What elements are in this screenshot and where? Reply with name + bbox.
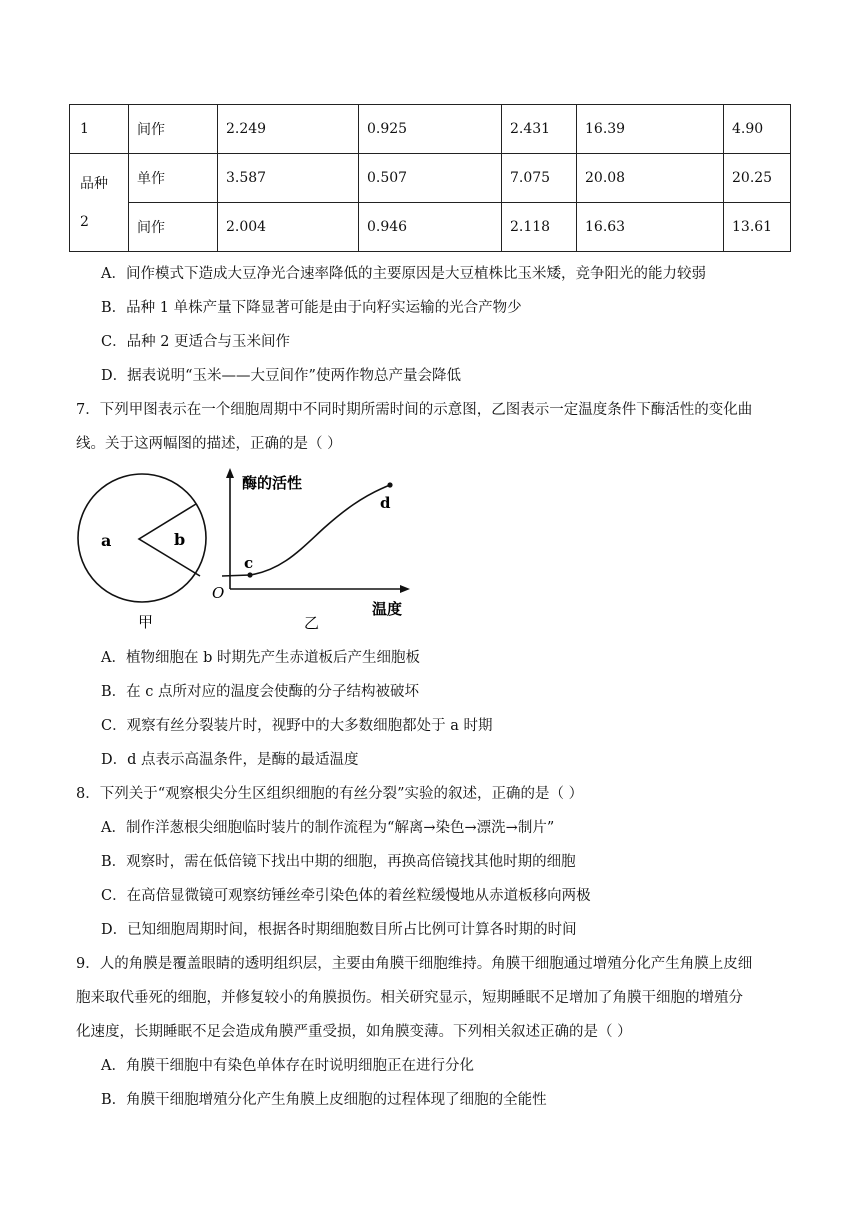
table-cell: 2.249: [218, 105, 359, 154]
q8-stem: 8．下列关于“观察根尖分生区组织细胞的有丝分裂”实验的叙述，正确的是（ ）: [76, 786, 584, 802]
table-cell: 7.075: [502, 154, 577, 203]
table-cell-mode: 间作: [129, 105, 218, 154]
label-b: b: [174, 530, 186, 549]
q6-option-a: A．间作模式下造成大豆净光合速率降低的主要原因是大豆植株比玉米矮，竞争阳光的能力较弱: [101, 266, 706, 282]
q7-figure: [72, 466, 432, 636]
label-a: a: [101, 531, 112, 550]
table-cell-variety: [70, 154, 129, 252]
table-row: [70, 105, 791, 154]
variety-label-line: 品种: [80, 175, 108, 192]
table-cell: 13.61: [724, 203, 791, 252]
q9-option-a: A．角膜干细胞中有染色单体存在时说明细胞正在进行分化: [101, 1058, 474, 1074]
y-axis-label: 酶的活性: [242, 474, 303, 492]
q7-stem: 7．下列甲图表示在一个细胞周期中不同时期所需时间的示意图，乙图表示一定温度条件下酶活性的变化曲: [76, 402, 753, 418]
table-cell: 0.946: [359, 203, 502, 252]
origin-label: O: [212, 584, 225, 602]
q7-figure-svg: [72, 466, 432, 636]
q9-option-b: B．角膜干细胞增殖分化产生角膜上皮细胞的过程体现了细胞的全能性: [101, 1092, 547, 1108]
table-cell: 2.431: [502, 105, 577, 154]
q7-option-a: A．植物细胞在 b 时期先产生赤道板后产生细胞板: [101, 650, 420, 666]
q7-option-c: C．观察有丝分裂装片时，视野中的大多数细胞都处于 a 时期: [101, 718, 493, 734]
table-cell: 16.39: [577, 105, 724, 154]
table-cell: 2.118: [502, 203, 577, 252]
q8-option-c: C．在高倍显微镜可观察纺锤丝牵引染色体的着丝粒缓慢地从赤道板移向两极: [101, 888, 591, 904]
table-cell: 0.925: [359, 105, 502, 154]
label-c: c: [244, 554, 254, 572]
label-d: d: [380, 494, 391, 512]
caption-jia: 甲: [138, 613, 154, 631]
phase-b-sector: [139, 504, 200, 576]
table-cell: 2.004: [218, 203, 359, 252]
yield-table: [69, 104, 791, 252]
q7-option-b: B．在 c 点所对应的温度会使酶的分子结构被破坏: [101, 684, 419, 700]
table-cell: 16.63: [577, 203, 724, 252]
table-cell: 0.507: [359, 154, 502, 203]
table-cell-mode: 间作: [129, 203, 218, 252]
table-cell: 3.587: [218, 154, 359, 203]
table-cell-variety: 1: [70, 105, 129, 154]
table-row: [70, 154, 791, 203]
y-axis-arrow: [226, 468, 234, 478]
table-cell: 20.25: [724, 154, 791, 203]
point-d: [387, 482, 392, 487]
q6-option-b: B．品种 1 单株产量下降显著可能是由于向籽实运输的光合产物少: [101, 300, 522, 316]
q7-stem-cont: 线。关于这两幅图的描述，正确的是（ ）: [76, 436, 342, 452]
q6-option-c: C．品种 2 更适合与玉米间作: [101, 334, 291, 350]
q9-stem: 9．人的角膜是覆盖眼睛的透明组织层，主要由角膜干细胞维持。角膜干细胞通过增殖分化产生角膜上皮细: [76, 956, 753, 972]
q8-option-d: D．已知细胞周期时间，根据各时期细胞数目所占比例可计算各时期的时间: [101, 922, 577, 938]
variety-label-line: 2: [80, 213, 89, 230]
q6-option-d: D．据表说明“玉米——大豆间作”使两作物总产量会降低: [101, 368, 461, 384]
q8-option-a: A．制作洋葱根尖细胞临时装片的制作流程为“解离→染色→漂洗→制片”: [101, 820, 555, 836]
x-axis-label: 温度: [372, 600, 403, 618]
table-cell-mode: 单作: [129, 154, 218, 203]
caption-yi: 乙: [304, 614, 320, 632]
q9-stem-cont: 化速度，长期睡眠不足会造成角膜严重受损，如角膜变薄。下列相关叙述正确的是（ ）: [76, 1024, 632, 1040]
table-cell: 20.08: [577, 154, 724, 203]
q8-option-b: B．观察时，需在低倍镜下找出中期的细胞，再换高倍镜找其他时期的细胞: [101, 854, 576, 870]
table-row: [70, 203, 791, 252]
q9-stem-cont: 胞来取代垂死的细胞，并修复较小的角膜损伤。相关研究显示，短期睡眠不足增加了角膜干细胞的增殖分: [76, 990, 743, 1006]
q7-option-d: D．d 点表示高温条件，是酶的最适温度: [101, 752, 359, 768]
table-cell: 4.90: [724, 105, 791, 154]
point-c: [247, 572, 252, 577]
x-axis-arrow: [400, 585, 410, 593]
